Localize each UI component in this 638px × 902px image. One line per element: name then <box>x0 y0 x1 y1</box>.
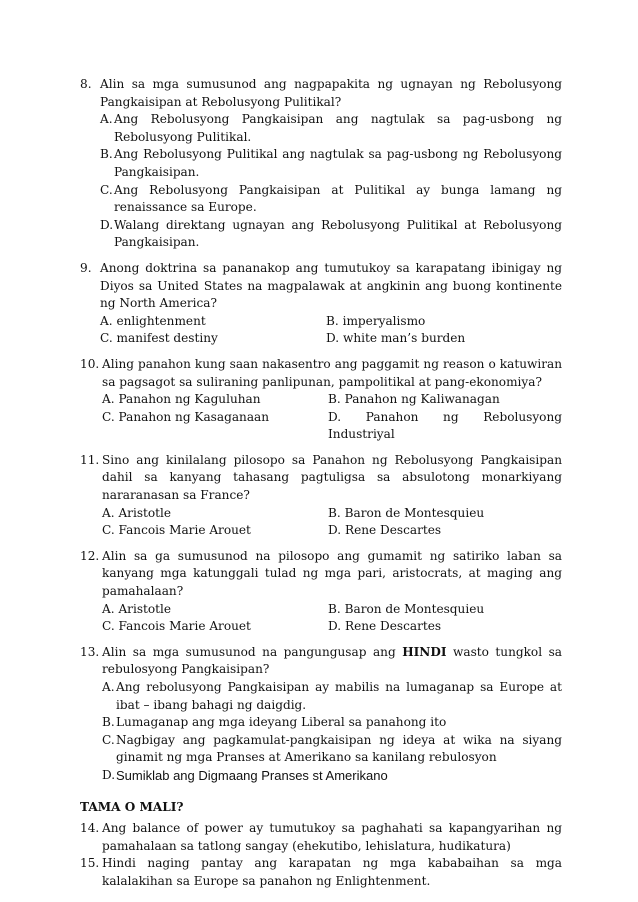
option-c: C. Panahon ng Kasaganaan <box>102 409 270 424</box>
options-grid <box>102 505 562 540</box>
question-text: Hindi naging pantay ang karapatan ng mga kababaihan sa mga kalalakihan sa Europe sa panahon ng Enlightenment. <box>102 856 562 888</box>
question-text: Ang balance of power ay tumutukoy sa paghahati sa kapangyarihan ng pamahalaan sa tatlong sangay (ehekutibo, lehislatura, hudikatura) <box>102 821 562 853</box>
question-12 <box>80 548 562 636</box>
option-d: D. Sumiklab ang Digmaang Pranses st Amerikano <box>102 767 388 783</box>
question-15 <box>80 855 562 890</box>
worksheet-page <box>80 76 562 891</box>
question-9 <box>80 260 562 348</box>
option-a: A. enlightenment <box>100 313 206 328</box>
question-text: Alin sa ga sumusunod na pilosopo ang gumamit ng satiriko laban sa kanyang mga katunggali tulad ng mga pari, aristocrats, at maging ang pamahalaan? <box>102 548 562 599</box>
question-11 <box>80 452 562 540</box>
question-text: Aling panahon kung saan nakasentro ang paggamit ng reason o katuwiran sa pagsagot sa suliraning panlipunan, pampolitikal at pang-ekonomiya? <box>102 356 562 389</box>
option-a: A. Panahon ng Kaguluhan <box>102 392 261 407</box>
option-c: C. manifest destiny <box>100 331 218 346</box>
question-number: 14. <box>80 821 100 836</box>
option-a: A. Aristotle <box>102 505 172 520</box>
question-number: 8. <box>80 77 92 91</box>
options-grid <box>102 391 562 444</box>
option-d: D. Rene Descartes <box>328 619 442 634</box>
emphasis-hindi: HINDI <box>402 644 447 659</box>
option-d: D. Rene Descartes <box>328 523 442 538</box>
question-text: Anong doktrina sa pananakop ang tumutukoy sa karapatang ibinigay ng Diyos sa United States na magpalawak at angkinin ang buong kontinente ng North America? <box>100 260 562 311</box>
option-a: A. Ang Rebolusyong Pangkaisipan ang nagtulak sa pag-usbong ng Rebolusyong Pulitikal. <box>100 112 562 144</box>
question-13 <box>80 644 562 785</box>
options-grid <box>102 601 562 636</box>
question-number: 11. <box>80 452 100 467</box>
option-b: B. Ang Rebolusyong Pulitikal ang nagtulak sa pag-usbong ng Rebolusyong Pangkaisipan. <box>100 147 562 179</box>
option-b: B. Baron de Montesquieu <box>328 601 485 616</box>
question-number: 9. <box>80 260 92 275</box>
option-c: C. Nagbigay ang pagkamulat-pangkaisipan ng ideya at wika na siyang ginamit ng mga Pranses at Amerikano sa kanilang rebulosyon <box>102 732 562 765</box>
option-b: B. imperyalismo <box>326 313 426 328</box>
question-number: 10. <box>80 356 100 371</box>
question-number: 15. <box>80 856 100 871</box>
option-c: C. Fancois Marie Arouet <box>102 523 251 538</box>
option-d: D. Panahon ng Rebolusyong Industriyal <box>328 409 562 442</box>
question-number: 12. <box>80 548 100 563</box>
option-b: B. Panahon ng Kaliwanagan <box>328 392 500 407</box>
question-text: Alin sa mga sumusunod na pangungusap ang HINDI wasto tungkol sa rebulosyong Pangkaisipan? <box>102 644 563 677</box>
question-8 <box>80 76 562 252</box>
option-b: B. Baron de Montesquieu <box>328 505 485 520</box>
options-grid <box>100 313 562 348</box>
option-a: A. Ang rebolusyong Pangkaisipan ay mabilis na lumaganap sa Europe at ibat – ibang bahagi ng daigdig. <box>102 680 562 712</box>
option-b: B. Lumaganap ang mga ideyang Liberal sa panahong ito <box>102 715 447 730</box>
option-a: A. Aristotle <box>102 601 172 616</box>
option-d: D. white man’s burden <box>326 331 466 346</box>
option-c: C. Fancois Marie Arouet <box>102 619 251 634</box>
question-14 <box>80 820 562 855</box>
section-header: TAMA O MALI? <box>80 799 184 814</box>
option-d: D. Walang direktang ugnayan ang Rebolusyong Pulitikal at Rebolusyong Pangkaisipan. <box>100 217 562 250</box>
question-10 <box>80 356 562 444</box>
option-c: C. Ang Rebolusyong Pangkaisipan at Pulitikal ay bunga lamang ng renaissance sa Europe. <box>100 182 562 215</box>
question-number: 13. <box>80 644 100 659</box>
question-text: Sino ang kinilalang pilosopo sa Panahon ng Rebolusyong Pangkaisipan dahil sa kanyang tahasang pagtuligsa sa absulotong monarkiyang nararanasan sa France? <box>102 452 562 503</box>
question-text: Alin sa mga sumusunod ang nagpapakita ng ugnayan ng Rebolusyong Pangkaisipan at Rebolusyong Pulitikal? <box>100 77 562 109</box>
